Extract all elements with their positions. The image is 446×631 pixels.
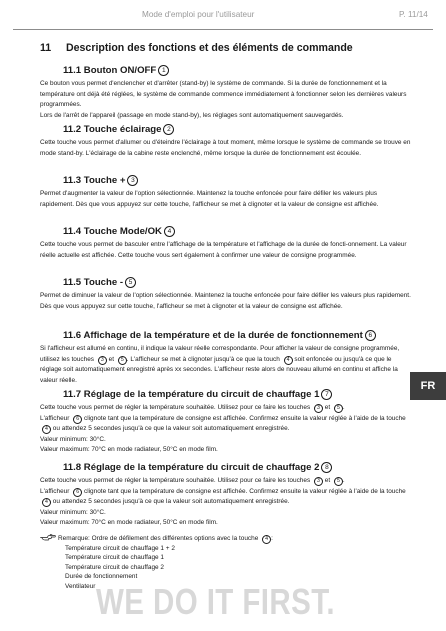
section-text: L'afficheur 6 clignote tant que la température de consigne est affichée. Confirmez ensuite la valeur réglée à l'aide de la touche 4 ou attendez 5 secondes jusqu'à ce que la valeur soit automatiquement enregistrée.: [40, 487, 406, 506]
section-minus: [40, 277, 412, 312]
section-plus: [40, 175, 412, 210]
section-title: 11.5 Touche - 5: [63, 277, 412, 289]
marker-circle: 5: [118, 356, 127, 365]
list-item: Température circuit de chauffage 1: [65, 554, 165, 562]
section-heating-circuit-2: [40, 462, 412, 529]
marker-circle: 8: [321, 462, 332, 473]
section-title: 11.4 Touche Mode/OK 4: [63, 226, 412, 238]
marker-circle: 7: [321, 389, 332, 400]
section-title: 11.8 Réglage de la température du circuit de chauffage 2 8: [63, 462, 412, 474]
section-title: 11.1 Bouton ON/OFF 1: [63, 65, 412, 77]
section-lighting: [40, 124, 412, 159]
section-on-off: [40, 65, 412, 121]
page-number: P. 11/14: [399, 10, 428, 19]
min-value: Valeur minimum: 30°C.: [40, 435, 106, 443]
max-value: Valeur maximum: 70°C en mode radiateur, 50°C en mode film.: [40, 446, 218, 454]
marker-circle: 4: [164, 226, 175, 237]
remark-intro: Remarque: Ordre de défilement des différentes options avec la touche 4 :: [40, 533, 412, 544]
section-text: L'afficheur 6 clignote tant que la température de consigne est affichée. Confirmez ensuite la valeur réglée à l'aide de la touche 4 ou attendez 5 secondes jusqu'à ce que la valeur soit automatiquement enregistrée.: [40, 414, 406, 433]
section-text: Cette touche vous permet d'allumer ou d'éteindre l'éclairage à tout moment, même lorsque le système de commande se trouve en mode stand-by. L'éclairage de la cabine reste enclenché, même lorsque la durée de fonctionnement est écoulée.: [40, 139, 411, 157]
marker-circle: 3: [98, 356, 107, 365]
pointing-hand-icon: [40, 533, 56, 542]
header-title: Mode d'emploi pour l'utilisateur: [142, 10, 255, 19]
min-value: Valeur minimum: 30°C.: [40, 508, 106, 516]
section-mode-ok: [40, 226, 412, 261]
marker-circle: 4: [42, 425, 51, 434]
section-title: 11.6 Affichage de la température et de la durée de fonctionnement 6: [63, 330, 412, 342]
marker-circle: 4: [284, 356, 293, 365]
section-text: Lors de l'arrêt de l'appareil (passage en mode stand-by), les réglages sont automatiquement sauvegardés.: [40, 111, 344, 119]
section-text: Cette touche vous permet de régler la température souhaitée. Utilisez pour ce faire les touches 3 et 5 .: [40, 404, 345, 411]
section-text: Ce bouton vous permet d'enclencher et d'arrêter (stand-by) le système de commande. Si la durée de fonctionnement et la température ont déjà été réglées, le système de commande commence immédiatement à fonctionner selon les dernières valeurs programmées.: [40, 80, 407, 109]
section-title: 11.2 Touche éclairage 2: [63, 124, 412, 136]
section-heating-circuit-1: [40, 389, 412, 456]
marker-circle: 3: [314, 477, 323, 486]
chapter-number: 11: [40, 42, 52, 54]
list-item: Durée de fonctionnement: [65, 573, 138, 581]
section-text: Permet d'augmenter la valeur de l'option sélectionnée. Maintenez la touche enfoncée pour faire défiler les valeurs plus rapidement. Dès que vous appuyez sur cette touche, l'afficheur se met à clignoter et la valeur de consigne est affichée.: [40, 190, 379, 208]
chapter-title: Description des fonctions et des éléments de commande: [66, 42, 353, 54]
marker-circle: 3: [127, 175, 138, 186]
brand-slogan: WE DO IT FIRST.: [96, 581, 336, 622]
marker-circle: 6: [73, 488, 82, 497]
section-text: Permet de diminuer la valeur de l'option sélectionnée. Maintenez la touche enfoncée pour faire défiler les valeurs plus rapidement. Dès que vous appuyez sur cette touche, l'afficheur se met à clignoter et la valeur de consigne est affichée.: [40, 292, 411, 310]
marker-circle: 5: [125, 277, 136, 288]
page-header: [0, 10, 446, 22]
max-value: Valeur maximum: 70°C en mode radiateur, 50°C en mode film.: [40, 519, 218, 527]
section-title: 11.3 Touche + 3: [63, 175, 412, 187]
header-divider: [13, 29, 433, 30]
marker-circle: 3: [314, 404, 323, 413]
section-display: [40, 330, 412, 386]
chapter-heading: [40, 42, 353, 54]
language-tab: FR: [410, 372, 446, 400]
section-text: Cette touche vous permet de régler la température souhaitée. Utilisez pour ce faire les touches 3 et 5 .: [40, 477, 345, 484]
section-text: Cette touche vous permet de basculer entre l'affichage de la température et l'affichage de la durée de foncti-onnement. La valeur réelle actuelle est affichée. Cette touche vous sert également à confirmer une valeur de consigne programmée.: [40, 241, 407, 259]
list-item: Ventilateur: [65, 582, 96, 590]
list-item: Température circuit de chauffage 1 + 2: [65, 545, 175, 552]
section-text: Si l'afficheur est allumé en continu, il indique la valeur réelle correspondante. Pour afficher la valeur de consigne programmée, utilisez les touches 3 et 5 . L'afficheur se met à clignoter jusqu'à ce que la touch 4 soit enfoncée ou jusqu'à ce que le réglage soit automatiquement enregistré après xx secondes. L'afficheur reste alors de nouveau allumé en continu et affiche la valeur réelle.: [40, 345, 400, 384]
marker-circle: 5: [334, 404, 343, 413]
marker-circle: 6: [365, 330, 376, 341]
section-title: 11.7 Réglage de la température du circuit de chauffage 1 7: [63, 389, 412, 401]
list-item: Température circuit de chauffage 2: [65, 563, 165, 571]
marker-circle: 1: [158, 65, 169, 76]
marker-circle: 4: [42, 498, 51, 507]
marker-circle: 2: [163, 124, 174, 135]
marker-circle: 6: [73, 415, 82, 424]
marker-circle: 4: [262, 535, 271, 544]
marker-circle: 5: [334, 477, 343, 486]
